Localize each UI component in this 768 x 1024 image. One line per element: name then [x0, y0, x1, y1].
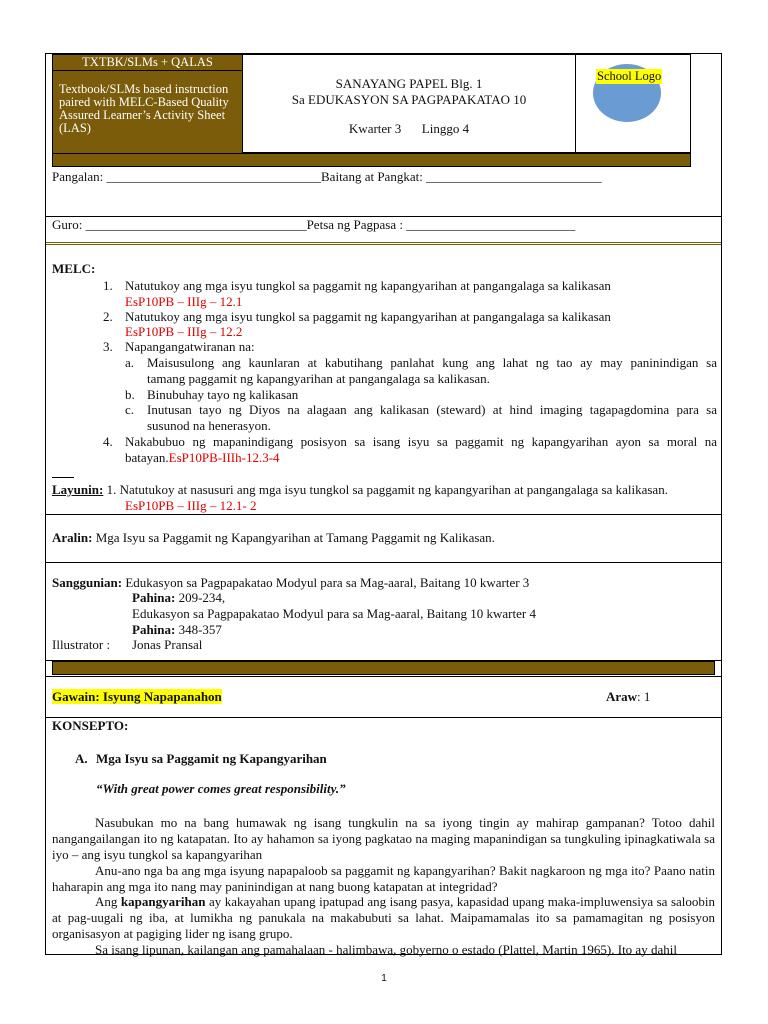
layunin-label: Layunin: [52, 482, 104, 497]
page-number: 1 [381, 973, 387, 984]
worksheet-title: SANAYANG PAPEL Blg. 1 [335, 76, 483, 91]
melc-sub-b-label: b. [125, 387, 135, 402]
melc-item-4-num: 4. [103, 434, 113, 449]
linggo: Linggo 4 [421, 121, 470, 136]
pahina-1 [132, 590, 225, 605]
melc-item-2-code: EsP10PB – IIIg – 12.2 [125, 324, 243, 339]
paragraph-1: Nasubukan mo na bang humawak ng isang tungkulin na sa iyong tingin ay mahirap gampanan? Totoo dahil nangangailangan ito ng katapatan. Ito ay hahamon sa iyong pagkatao na maging mapanindigan sa tungkuling ipinagkatiwala sa iyo – ang isyu tungkol sa kapangyarihan [52, 815, 715, 862]
quote: “With great power comes great responsibility.” [96, 781, 346, 796]
melc-sub-c-line2: susunod na henerasyon. [147, 418, 271, 433]
school-logo-box [576, 54, 691, 153]
worksheet-page [45, 53, 722, 955]
divider [46, 242, 721, 245]
divider [46, 676, 721, 677]
aralin-line [52, 530, 495, 545]
layunin-code: EsP10PB – IIIg – 12.1- 2 [125, 498, 257, 513]
konsepto-heading: KONSEPTO: [52, 718, 129, 733]
sanggunian-ref1: Edukasyon sa Pagpapakatao Modyul para sa Mag-aaral, Baitang 10 kwarter 3 [122, 575, 530, 590]
divider [46, 717, 721, 718]
aralin-label: Aralin: [52, 530, 93, 545]
sanggunian-ref2: Edukasyon sa Pagpapakatao Modyul para sa Mag-aaral, Baitang 10 kwarter 4 [132, 606, 536, 621]
araw-value: : 1 [637, 689, 651, 704]
melc-item-1-code: EsP10PB – IIIg – 12.1 [125, 294, 243, 309]
gawain-label: Gawain: Isyung Napapanahon [52, 689, 222, 704]
melc-sub-b-text: Binubuhay tayo ng kalikasan [147, 387, 299, 402]
pahina-label: Pahina: [132, 590, 176, 605]
kwarter: Kwarter 3 [348, 121, 402, 136]
melc-item-4-line2-text: batayan. [125, 450, 169, 465]
melc-item-2-text: Natutukoy ang mga isyu tungkol sa paggamit ng kapangyarihan at pangangalaga sa kalikasan [125, 309, 611, 324]
pahina-label: Pahina: [132, 622, 176, 637]
sanggunian-line [52, 575, 529, 590]
section-a-label: A. [75, 751, 88, 766]
txtbk-label: TXTBK/SLMs + QALAS [53, 55, 242, 71]
melc-item-3-text: Napangangatwiranan na: [125, 339, 255, 354]
melc-item-1-num: 1. [103, 278, 113, 293]
melc-sub-a-line2: tamang paggamit ng kapangyarihan at pangangalaga sa kalikasan. [147, 371, 490, 386]
txtbk-description: Textbook/SLMs based instruction paired with MELC-Based Quality Assured Learner’s Activity Sheet (LAS) [53, 71, 242, 154]
paragraph-4: Sa isang lipunan, kailangan ang pamahalaan - halimbawa, gobyerno o estado (Plattel, Martin 1965). Ito ay dahil [95, 942, 677, 957]
section-divider-bar [52, 661, 715, 675]
layunin-text: 1. Natutukoy at nasusuri ang mga isyu tungkol sa paggamit ng kapangyarihan at pangangalaga sa kalikasan. [103, 482, 668, 497]
melc-sub-a-line1: Maisusulong ang kaunlaran at kabutihang panlahat kung ang lahat ng tao ay may paninindigan sa [147, 355, 717, 370]
paragraph-3-bold: kapangyarihan [120, 894, 206, 909]
divider [46, 514, 721, 515]
sanggunian-label: Sanggunian: [52, 575, 123, 590]
melc-item-4-code: EsP10PB-IIIh-12.3-4 [168, 450, 280, 465]
aralin-text: Mga Isyu sa Paggamit ng Kapangyarihan at Tamang Paggamit ng Kalikasan. [92, 530, 495, 545]
melc-sub-c-line1: Inutusan tayo ng Diyos na alagaan ang kalikasan (steward) at hind imaging tagapagdomina para sa [147, 402, 717, 417]
melc-item-4-line1: Nakabubuo ng mapanindigang posisyon sa isang isyu sa paggamit ng kapangyarihan ayon sa moral na [125, 434, 717, 449]
txtbk-box [52, 54, 243, 153]
layunin-line [52, 482, 668, 497]
araw [606, 689, 650, 704]
section-a-title: Mga Isyu sa Paggamit ng Kapangyarihan [96, 751, 327, 766]
paragraph-3-post: ay kakayahan upang ipatupad ang isang pasya, kapasidad upang maka-impluwensiya sa saloobin at pag-uugali ng iba, at lumikha ng panukala na makabubuti sa lahat. Maipamamalas ito sa pamamagitan ng posisyon organisasyon at pagiging lider ng isang grupo. [52, 894, 716, 941]
school-logo-label: School Logo [597, 69, 662, 83]
melc-item-4-line2 [125, 450, 280, 465]
melc-sub-a-label: a. [125, 355, 135, 370]
illustrator-name: Jonas Pransal [132, 637, 203, 652]
subject-title: Sa EDUKASYON SA PAGPAPAKATAO 10 [291, 92, 527, 107]
araw-label: Araw [606, 689, 638, 704]
divider [46, 562, 721, 563]
melc-item-1-text: Natutukoy ang mga isyu tungkol sa paggamit ng kapangyarihan at pangangalaga sa kalikasan [125, 278, 611, 293]
paragraph-2: Anu-ano nga ba ang mga isyung napapaloob sa paggamit ng kapangyarihan? Bakit nagkaroon ng mga ito? Paano natin haharapin ang mga ito nang may paninindigan at nang buong katapatan at integridad? [52, 863, 715, 894]
quarter-week [243, 121, 575, 137]
header-divider-bar [52, 153, 691, 167]
paragraph-3-pre: Ang [95, 894, 121, 909]
illustrator-label: Illustrator : [52, 637, 111, 652]
pahina-1-value: 209-234, [175, 590, 226, 605]
melc-item-3-num: 3. [103, 339, 113, 354]
pahina-2-value: 348-357 [175, 622, 222, 637]
paragraph-3 [52, 894, 715, 942]
melc-sub-c-label: c. [125, 402, 135, 417]
pangalan-field[interactable]: Pangalan: _________________________________Baitang at Pangkat: ___________________________ [52, 169, 602, 184]
worksheet-title-box [243, 54, 576, 153]
melc-heading: MELC: [52, 261, 96, 276]
melc-item-2-num: 2. [103, 309, 113, 324]
short-rule [52, 477, 74, 478]
guro-field[interactable]: Guro: __________________________________Petsa ng Pagpasa : __________________________ [52, 217, 576, 232]
pahina-2 [132, 622, 222, 637]
